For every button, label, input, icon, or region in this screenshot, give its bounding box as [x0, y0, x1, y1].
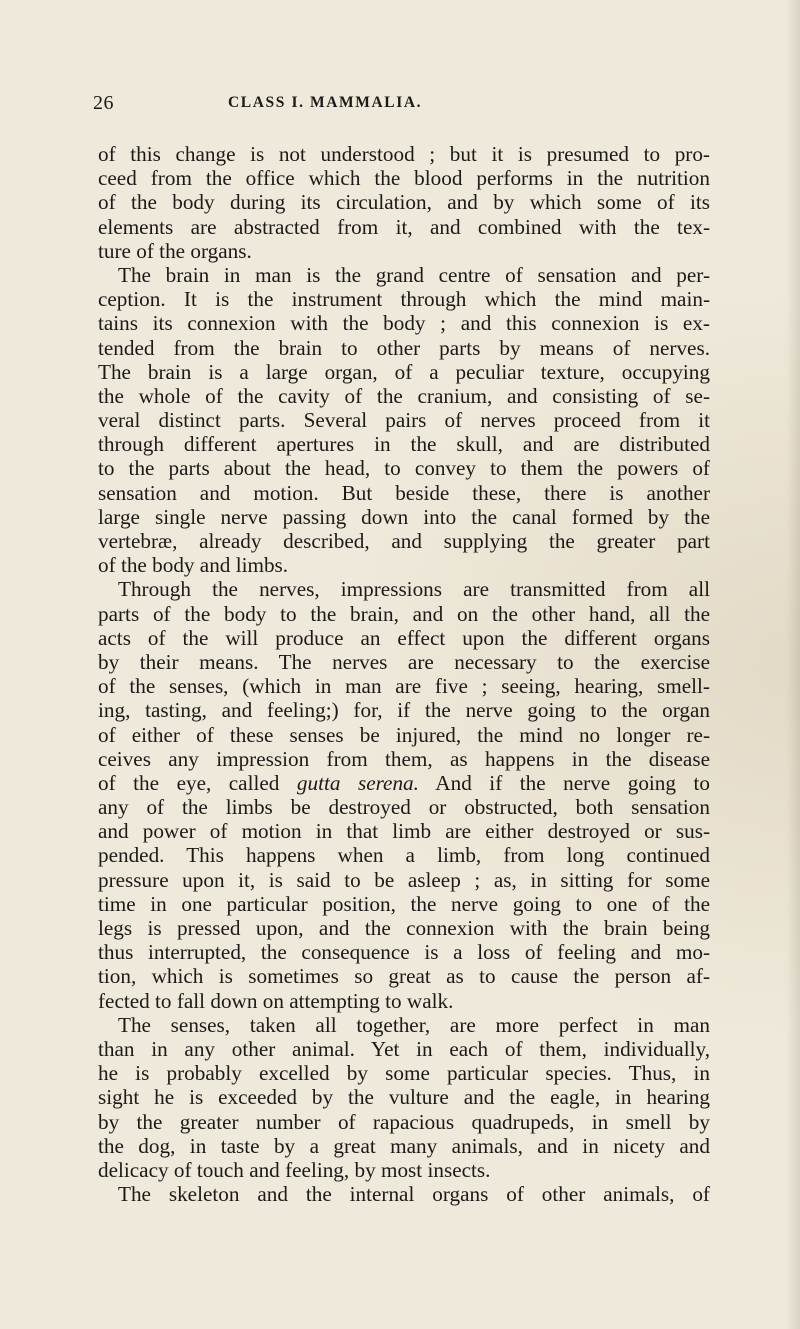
- text-line: The brain is a large organ, of a peculiar texture, occupying: [98, 359, 710, 384]
- page-edge-shadow: [786, 0, 800, 1329]
- text-line: vertebræ, already described, and supplying the greater part: [98, 529, 710, 553]
- text-line: of this change is not understood ; but it is presumed to pro-: [98, 142, 710, 166]
- text-line: large single nerve passing down into the canal formed by the: [98, 504, 710, 529]
- text-line: acts of the will produce an effect upon the different organs: [98, 625, 710, 650]
- text-line: than in any other animal. Yet in each of them, individually,: [98, 1036, 710, 1061]
- text-line: fected to fall down on attempting to walk.: [98, 988, 454, 1013]
- text-line: sensation and motion. But beside these, there is another: [98, 480, 710, 505]
- text-line: parts of the body to the brain, and on the other hand, all the: [98, 601, 710, 626]
- text-line: ing, tasting, and feeling;) for, if the nerve going to the organ: [98, 698, 710, 723]
- text-line: The senses, taken all together, are more perfect in man: [118, 1012, 710, 1037]
- text-line: The brain in man is the grand centre of sensation and per-: [118, 262, 710, 287]
- text-line: The skeleton and the internal organs of other animals, of: [118, 1182, 710, 1207]
- text-line: thus interrupted, the consequence is a loss of feeling and mo-: [98, 940, 710, 965]
- text-line: the dog, in taste by a great many animals, and in nicety and: [98, 1133, 710, 1158]
- page-number: 26: [93, 92, 114, 114]
- text-segment: of the eye, called: [98, 770, 297, 795]
- text-line: ture of the organs.: [98, 238, 252, 263]
- text-line: and power of motion in that limb are either destroyed or sus-: [98, 819, 710, 844]
- text-line: tended from the brain to other parts by means of nerves.: [98, 335, 710, 360]
- text-line: of the body and limbs.: [98, 553, 289, 578]
- text-line: ception. It is the instrument through which the mind main-: [98, 287, 710, 312]
- text-line: veral distinct parts. Several pairs of nerves proceed from it: [98, 408, 710, 433]
- text-line: legs is pressed upon, and the connexion with the brain being: [98, 916, 710, 940]
- text-line: pressure upon it, is said to be asleep ; as, in sitting for some: [98, 867, 710, 892]
- text-line: delicacy of touch and feeling, by most insects.: [98, 1157, 491, 1182]
- text-line: he is probably excelled by some particular species. Thus, in: [98, 1061, 710, 1086]
- text-line: time in one particular position, the nerve going to one of the: [98, 891, 710, 916]
- text-line: pended. This happens when a limb, from long continued: [98, 843, 710, 868]
- text-line: of the body during its circulation, and by which some of its: [98, 190, 710, 215]
- text-line: Through the nerves, impressions are transmitted from all: [118, 577, 710, 602]
- text-line: sight he is exceeded by the vulture and the eagle, in hearing: [98, 1085, 710, 1110]
- text-line: [98, 771, 710, 795]
- text-segment: And if the nerve going to: [418, 770, 710, 795]
- text-line: to the parts about the head, to convey to them the powers of: [98, 456, 710, 481]
- text-line: by their means. The nerves are necessary to the exercise: [98, 649, 710, 674]
- page-header: [0, 92, 800, 116]
- text-line: the whole of the cavity of the cranium, and consisting of se-: [98, 383, 710, 408]
- text-line: ceed from the office which the blood performs in the nutrition: [98, 166, 710, 191]
- text-line: ceives any impression from them, as happens in the disease: [98, 746, 710, 771]
- running-head: CLASS I. MAMMALIA.: [228, 94, 423, 111]
- body-text: [98, 142, 710, 1206]
- text-line: elements are abstracted from it, and combined with the tex-: [98, 214, 710, 239]
- italic-term: gutta serena.: [296, 770, 419, 795]
- text-line: by the greater number of rapacious quadrupeds, in smell by: [98, 1109, 710, 1134]
- text-line: through different apertures in the skull, and are distributed: [98, 432, 710, 457]
- text-line: tion, which is sometimes so great as to cause the person af-: [98, 964, 710, 989]
- text-line: any of the limbs be destroyed or obstructed, both sensation: [98, 795, 710, 820]
- text-line: of either of these senses be injured, the mind no longer re-: [98, 722, 710, 747]
- text-line: tains its connexion with the body ; and this connexion is ex-: [98, 311, 710, 336]
- text-line: of the senses, (which in man are five ; seeing, hearing, smell-: [98, 674, 710, 699]
